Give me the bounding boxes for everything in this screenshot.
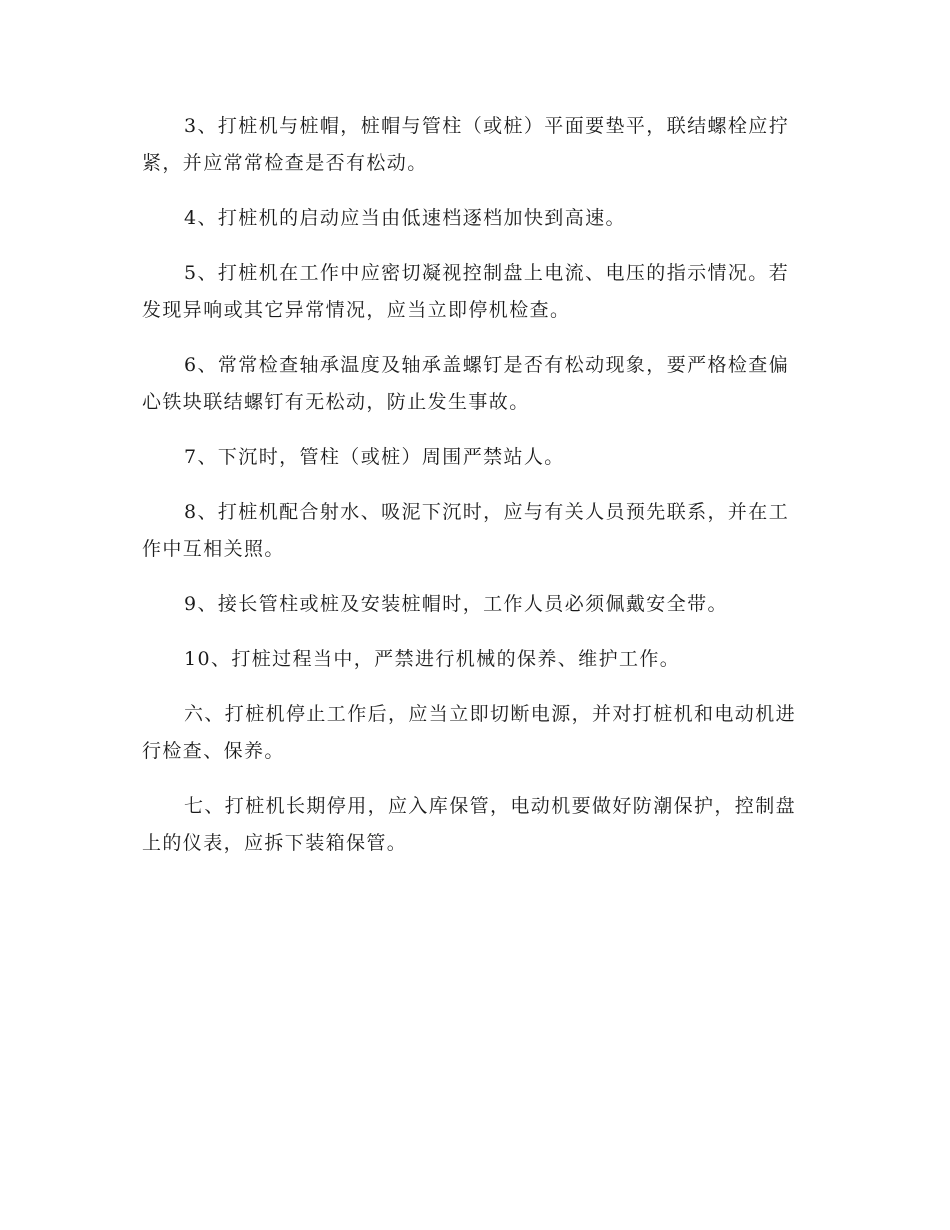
paragraph-item-7: 7、下沉时，管柱（或桩）周围严禁站人。: [184, 446, 565, 468]
paragraph-item-4: 4、打桩机的启动应当由低速档逐档加快到高速。: [184, 207, 626, 229]
paragraph-item-8: 8、打桩机配合射水、吸泥下沉时，应与有关人员预先联系，并在工作中互相关照。: [142, 501, 790, 560]
paragraph-item-9: 9、接长管柱或桩及安装桩帽时，工作人员必须佩戴安全带。: [184, 593, 728, 615]
paragraph-item-5: 5、打桩机在工作中应密切凝视控制盘上电流、电压的指示情况。若发现异响或其它异常情况，应当立即停机检查。: [142, 262, 790, 321]
paragraph-item-10: 10、打桩过程当中，严禁进行机械的保养、维护工作。: [184, 648, 681, 670]
paragraph-section-6: 六、打桩机停止工作后，应当立即切断电源，并对打桩机和电动机进行检查、保养。: [142, 703, 797, 762]
paragraph-item-3: 3、打桩机与桩帽，桩帽与管柱（或桩）平面要垫平，联结螺栓应拧紧，并应常常检查是否有松动。: [142, 115, 790, 174]
document-body: [142, 108, 808, 880]
paragraph-section-7: 七、打桩机长期停用，应入库保管，电动机要做好防潮保护，控制盘上的仪表，应拆下装箱保管。: [142, 795, 797, 854]
paragraph-item-6: 6、常常检查轴承温度及轴承盖螺钉是否有松动现象，要严格检查偏心铁块联结螺钉有无松动，防止发生事故。: [142, 354, 790, 413]
